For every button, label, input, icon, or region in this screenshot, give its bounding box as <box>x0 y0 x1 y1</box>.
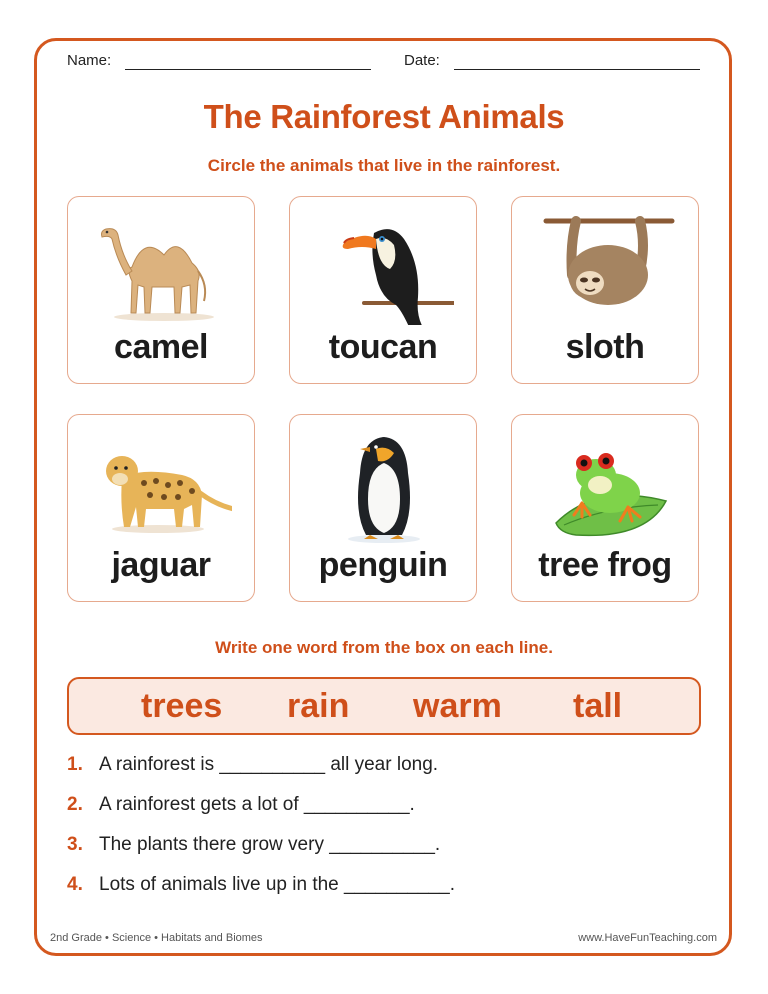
question-number: 1. <box>67 754 83 775</box>
sloth-icon <box>536 205 676 325</box>
date-line[interactable] <box>454 69 700 70</box>
question-text: The plants there grow very __________. <box>99 834 441 855</box>
question-number: 2. <box>67 794 83 815</box>
animal-word: camel <box>114 328 208 366</box>
question-number: 3. <box>67 834 83 855</box>
word-bank-item: rain <box>287 687 350 725</box>
question-text: A rainforest is __________ all year long. <box>99 754 439 775</box>
name-label: Name: <box>67 52 112 69</box>
animal-word: toucan <box>328 328 438 366</box>
word-bank <box>67 677 701 735</box>
date-field[interactable] <box>404 52 440 69</box>
animal-card-tree-frog[interactable] <box>511 414 699 602</box>
animal-card-penguin[interactable] <box>289 414 477 602</box>
date-label: Date: <box>404 52 440 69</box>
animal-word: tree frog <box>538 546 672 584</box>
animal-card-toucan[interactable] <box>289 196 477 384</box>
write-instruction: Write one word from the box on each line. <box>215 638 553 657</box>
circle-instruction: Circle the animals that live in the rainforest. <box>207 156 561 175</box>
question-text: A rainforest gets a lot of __________. <box>99 794 415 815</box>
animal-card-jaguar[interactable] <box>67 414 255 602</box>
footer-website[interactable]: www.HaveFunTeaching.com <box>578 932 717 944</box>
animal-word: penguin <box>318 546 448 584</box>
name-field[interactable] <box>67 52 111 69</box>
camel-icon <box>92 205 232 325</box>
animal-word: sloth <box>565 328 645 366</box>
name-line[interactable] <box>125 69 371 70</box>
footer-subject: 2nd Grade • Science • Habitats and Biomes <box>50 932 263 944</box>
page-title: The Rainforest Animals <box>203 98 565 135</box>
jaguar-icon <box>92 423 232 543</box>
word-bank-item: trees <box>141 687 223 725</box>
word-bank-item: warm <box>413 687 502 725</box>
toucan-icon <box>314 205 454 325</box>
tree-frog-icon <box>536 423 676 543</box>
animal-card-camel[interactable] <box>67 196 255 384</box>
animal-word: jaguar <box>111 546 211 584</box>
animal-card-sloth[interactable] <box>511 196 699 384</box>
question-text: Lots of animals live up in the __________. <box>99 874 455 895</box>
penguin-icon <box>314 423 454 543</box>
question-number: 4. <box>67 874 83 895</box>
word-bank-item: tall <box>573 687 623 725</box>
